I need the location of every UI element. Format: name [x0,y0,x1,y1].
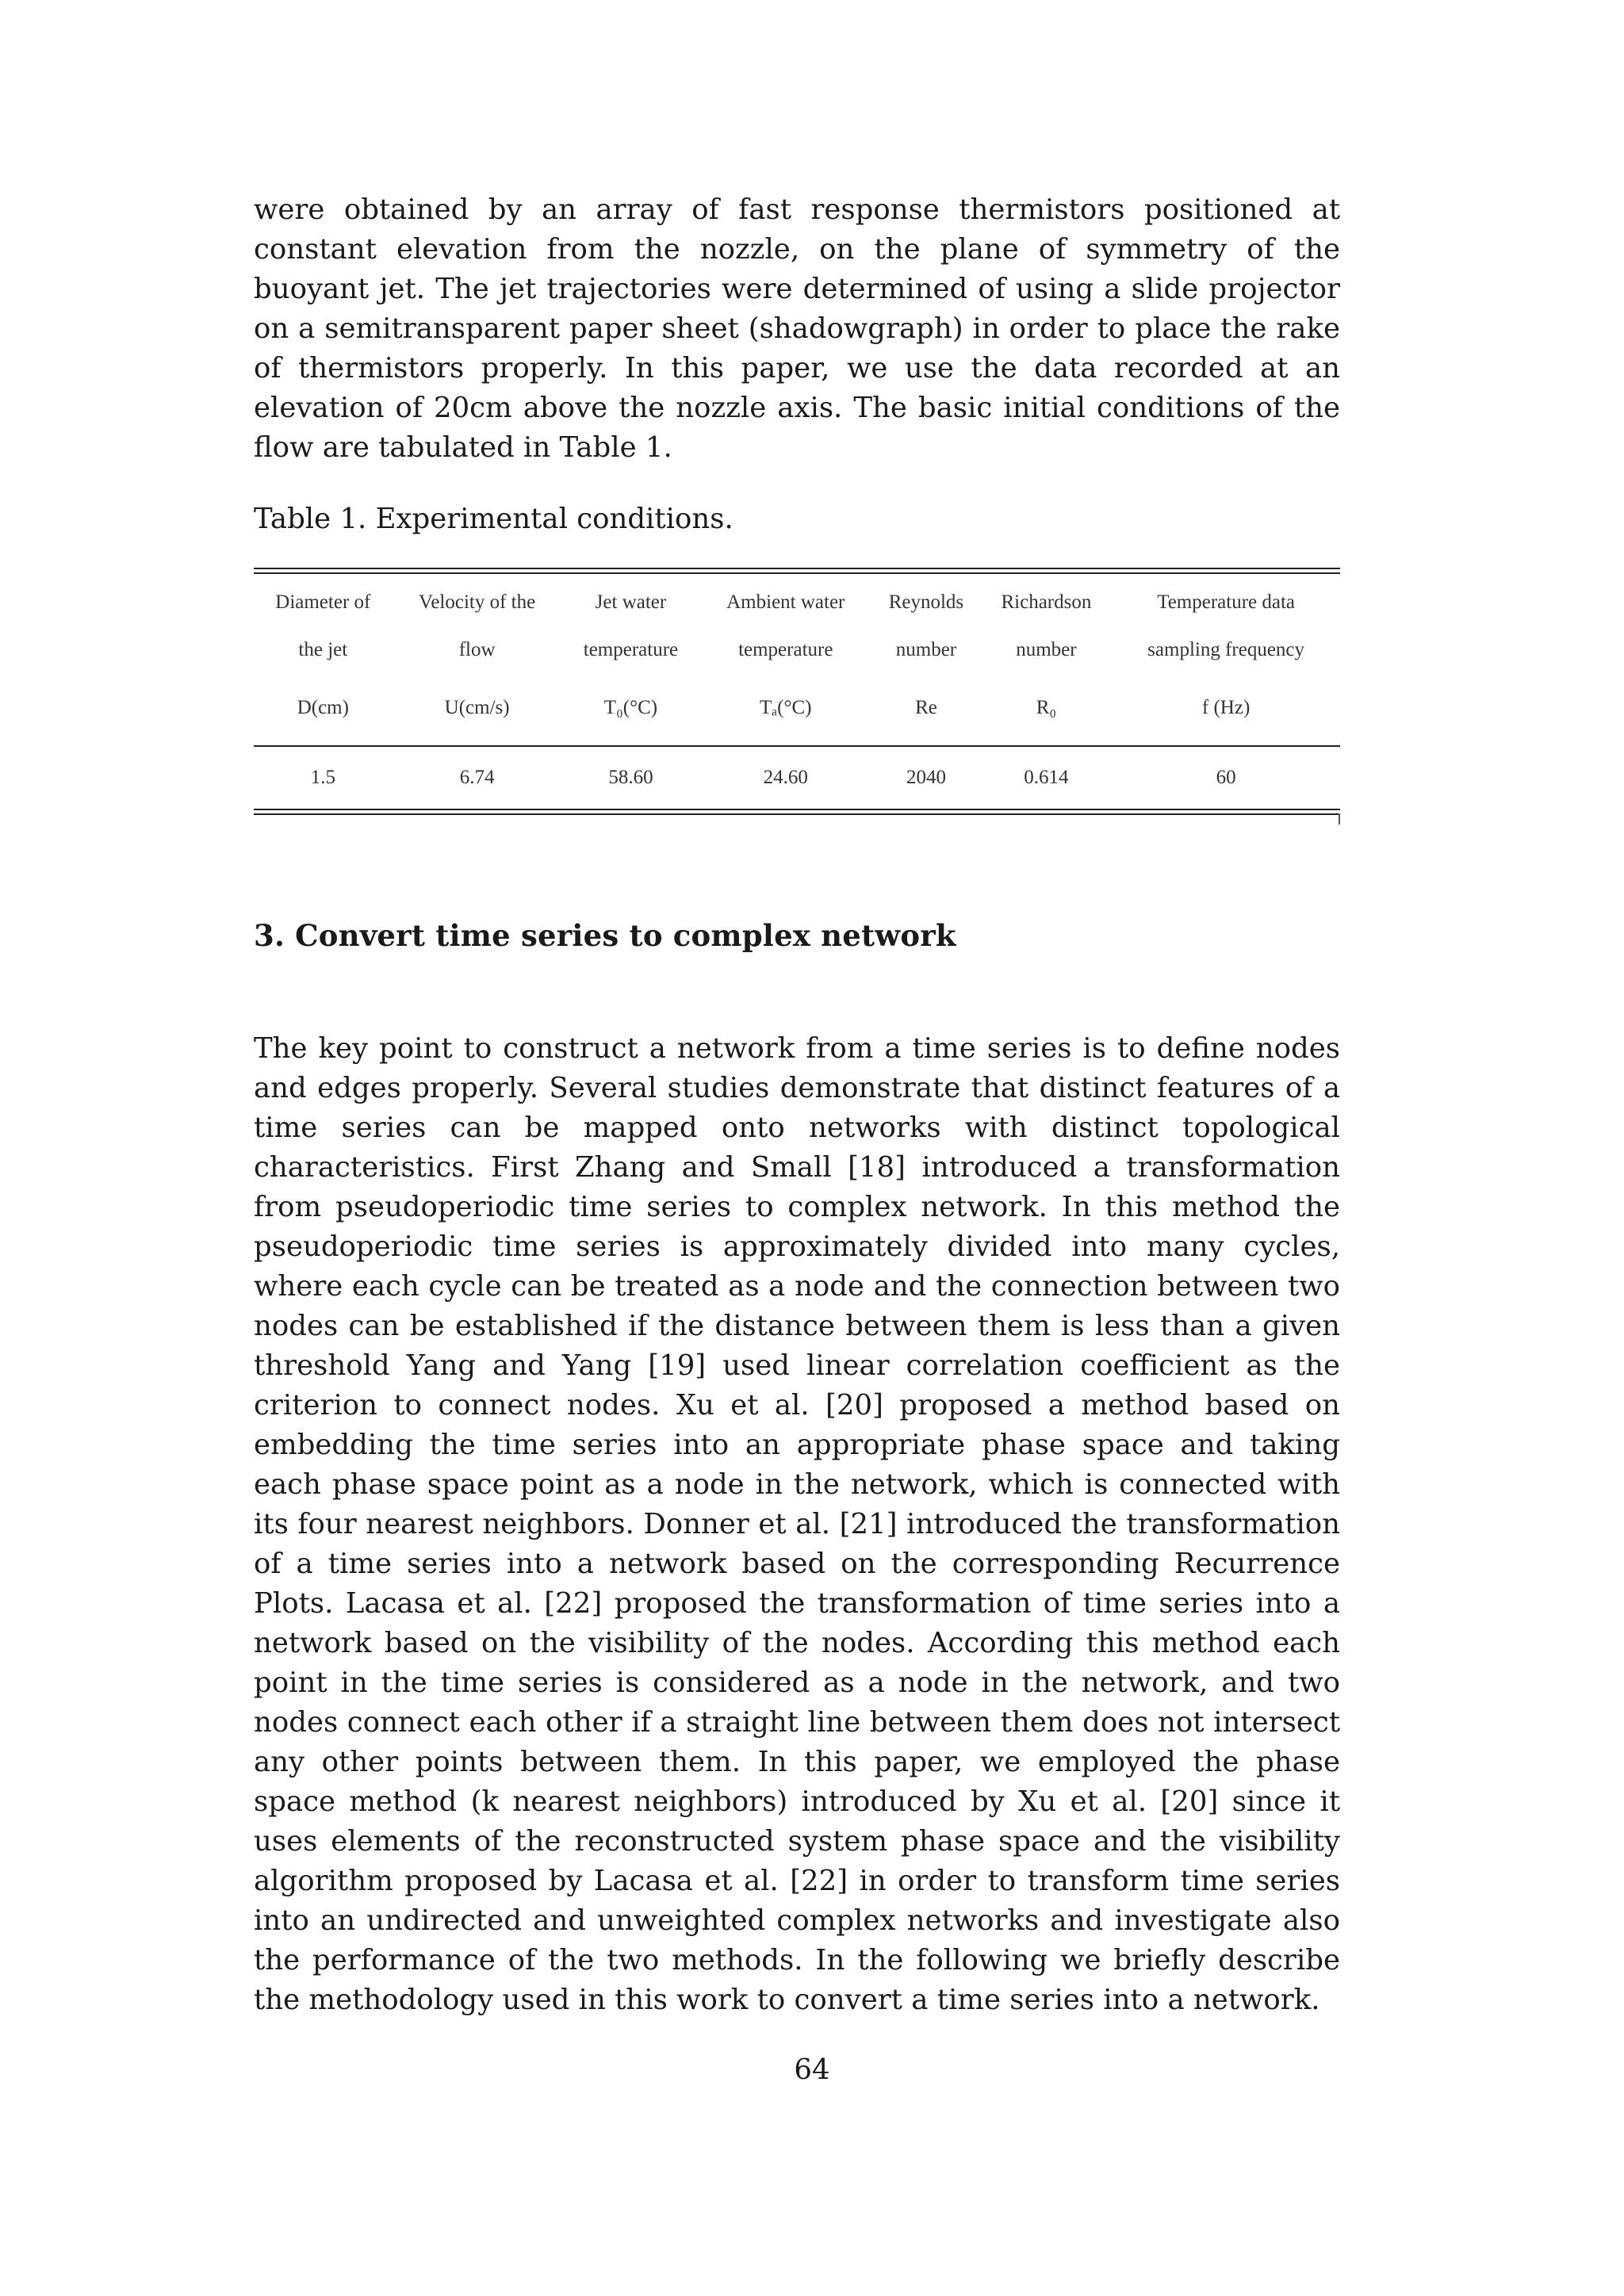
header-cell: Reynolds [888,591,964,613]
experimental-conditions-table [254,568,1340,815]
header-cell: temperature [583,639,679,660]
header-cell: Temperature data [1157,591,1296,613]
header-row-1 [254,574,1340,626]
header-cell: Diameter of [275,591,371,613]
top-paragraph-block [254,190,1340,468]
unit-cell: D(cm) [297,697,349,718]
body-paragraph-block [254,1029,1340,2020]
header-cell: temperature [738,639,833,660]
unit-cell: T₀(°C) [603,697,658,718]
header-cell: flow [458,639,496,660]
data-cell: 2040 [871,746,980,809]
data-cell: 60 [1112,746,1340,809]
unit-cell: Tₐ(°C) [760,697,812,718]
table-caption: Table 1. Experimental conditions. [254,503,733,535]
header-cell: sampling frequency [1147,639,1305,660]
unit-cell: f (Hz) [1201,697,1251,718]
data-cell: 0.614 [981,746,1113,809]
header-row-2 [254,626,1340,674]
table-row [254,746,1340,809]
data-cell: 24.60 [699,746,871,809]
table-bottom-double-rule [254,809,1340,815]
header-row-units [254,674,1340,746]
unit-cell: R₀ [1036,697,1057,718]
table-top-double-rule [254,568,1340,574]
data-cell: 58.60 [562,746,700,809]
unit-cell: U(cm/s) [444,697,510,718]
body-paragraph: The key point to construct a network from a time series is to define nodes and edges properly. Several studies demonstrate that distinct features of a time series can be mapped onto networks with distinct topological characteristics. First Zhang and Small [18] introduced a transformation from pseudoperiodic time series to complex network. In this method the pseudoperiodic time series is approximately divided into many cycles, where each cycle can be treated as a node and the connection between two nodes can be established if the distance between them is less than a given threshold Yang and Yang [19] used linear correlation coefficient as the criterion to connect nodes. Xu et al. [20] proposed a method based on embedding the time series into an appropriate phase space and taking each phase space point as a node in the network, which is connected with its four nearest neighbors. Donner et al. [21] introduced the transformation of a time series into a network based on the corresponding Recurrence Plots. Lacasa et al. [22] proposed the transformation of time series into a network based on the visibility of the nodes. According this method each point in the time series is considered as a node in the network, and two nodes connect each other if a straight line between them does not intersect any other points between them. In this paper, we employed the phase space method (k nearest neighbors) introduced by Xu et al. [20] since it uses elements of the reconstructed system phase space and the visibility algorithm proposed by Lacasa et al. [22] in order to transform time series into an undirected and unweighted complex networks and investigate also the performance of the two methods. In the following we briefly describe the methodology used in this work to convert a time series into a network. [254,1032,1340,2016]
conditions-table [254,574,1340,809]
data-cell: 6.74 [393,746,562,809]
top-paragraph: were obtained by an array of fast response thermistors positioned at constant elevation from the nozzle, on the plane of symmetry of the buoyant jet. The jet trajectories were determined of using a slide projector on a semitransparent paper sheet (shadowgraph) in order to place the rake of thermistors properly. In this paper, we use the data recorded at an elevation of 20cm above the nozzle axis. The basic initial conditions of the flow are tabulated in Table 1. [254,193,1340,464]
header-cell: Richardson [1001,591,1092,613]
page-number: 64 [794,2053,830,2086]
unit-cell: Re [915,697,937,718]
table-edge-tick [1339,813,1340,825]
header-cell: number [895,639,957,660]
header-cell: Jet water [595,591,667,613]
header-cell: number [1016,639,1077,660]
header-cell: Ambient water [726,591,845,613]
section-heading: 3. Convert time series to complex network [254,918,956,953]
data-cell: 1.5 [254,746,393,809]
header-cell: Velocity of the [419,591,536,613]
header-cell: the jet [298,639,348,660]
